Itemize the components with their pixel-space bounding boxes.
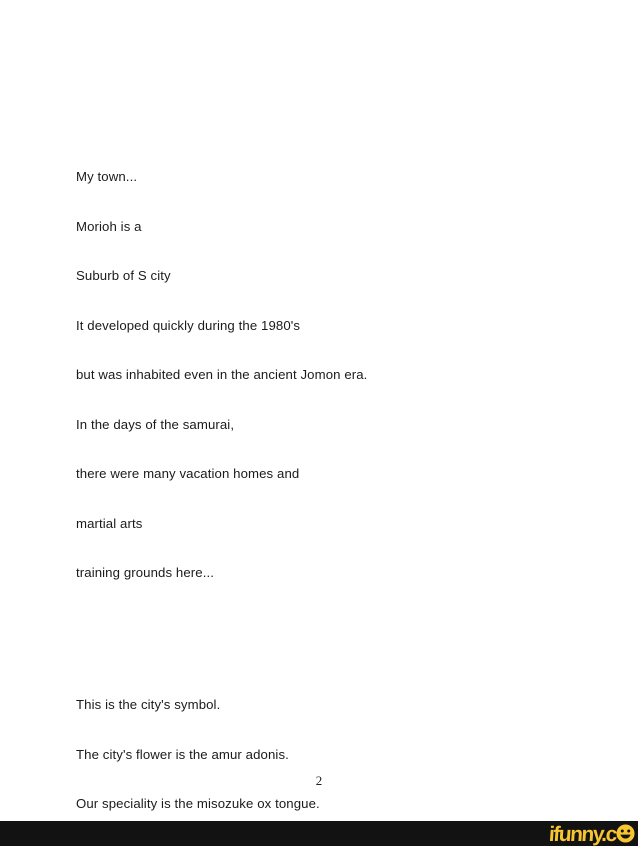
script-line: Morioh is a <box>76 218 142 234</box>
script-line: This is the city's symbol. <box>76 697 221 712</box>
script-line: Our speciality is the misozuke ox tongue. <box>76 796 320 811</box>
script-line: but was inhabited even in the ancient Jomon era. <box>76 367 368 382</box>
script-line: It developed quickly during the 1980's <box>76 317 301 333</box>
script-line: training grounds here... <box>76 565 215 580</box>
script-line: there were many vacation homes and <box>76 466 300 481</box>
ifunny-logo-text: ifunny.c <box>548 823 617 846</box>
script-line: Suburb of S city <box>76 268 171 283</box>
script-line: The city's flower is the amur adonis. <box>76 746 289 762</box>
script-text-block <box>76 103 367 862</box>
smiley-face-o-icon <box>616 824 635 843</box>
script-line: My town... <box>76 169 138 184</box>
watermark-bar <box>0 821 638 846</box>
page-number: 2 <box>315 773 323 788</box>
ifunny-logo <box>549 822 635 847</box>
script-line: In the days of the samurai, <box>76 416 235 432</box>
script-paragraph-2 <box>76 664 367 846</box>
script-line: martial arts <box>76 515 143 531</box>
script-paragraph-1 <box>76 136 367 615</box>
